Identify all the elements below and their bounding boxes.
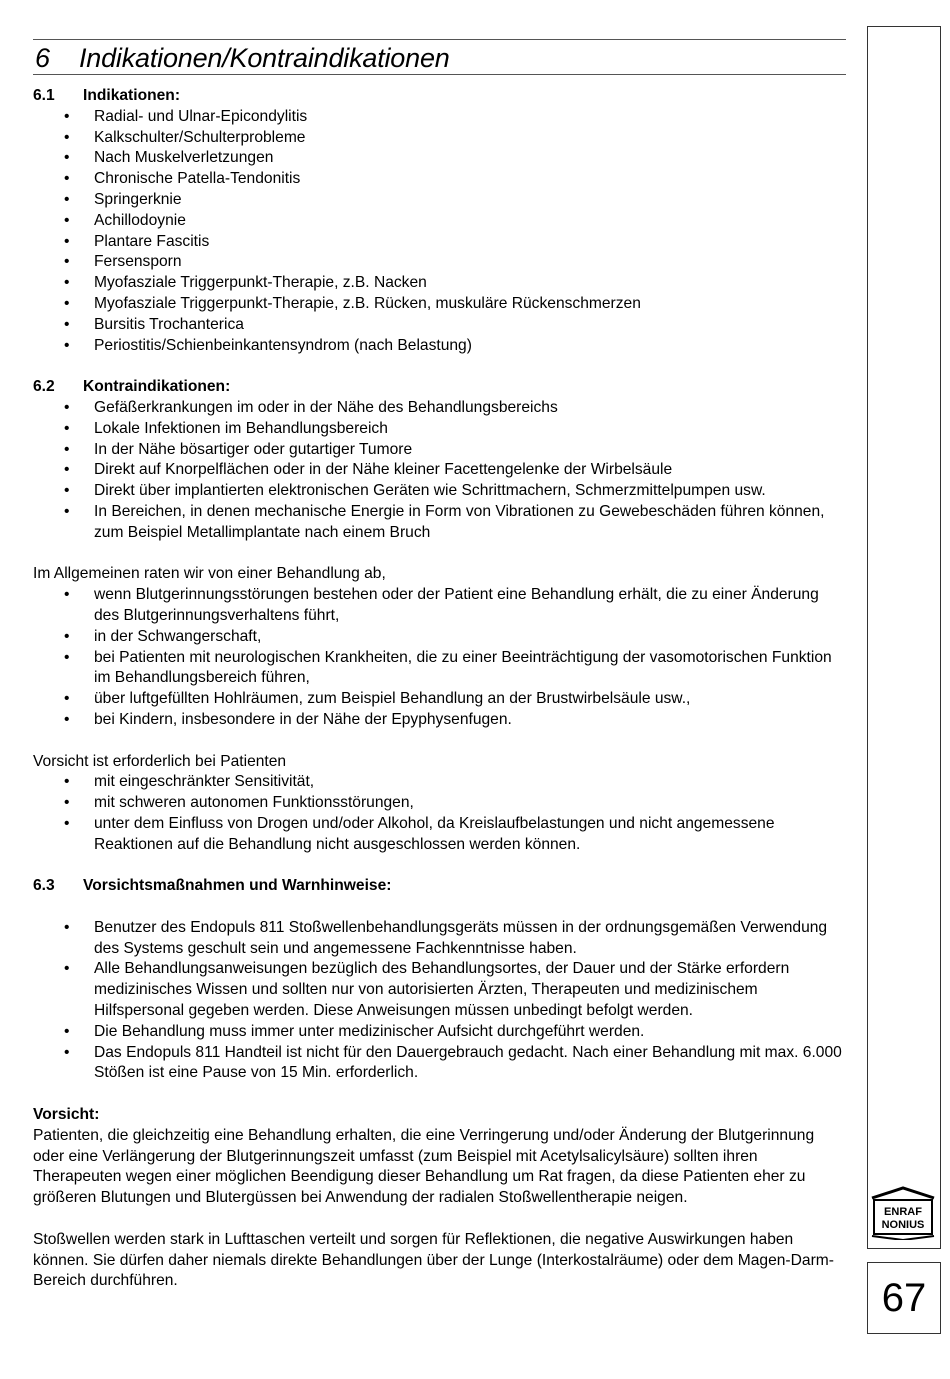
list-item: • Bursitis Trochanterica [33, 315, 848, 336]
list-item: • Direkt über implantierten elektronischen Geräten wie Schrittmachern, Schmerzmittelpumpen usw. [33, 481, 848, 502]
warning-text: Patienten, die gleichzeitig eine Behandlung erhalten, die eine Verringerung und/oder Änderung der Blutgerinnung oder eine Verlängerung der Blutgerinnungszeit umfasst (zum Beispiel mit Acetylsalicylsäure) sollten ihren Therapeuten wegen einer möglichen Beendigung dieser Behandlung um Rat fragen, da diese Patienten eher zu größeren Blutungen und Blutergüssen bei Anwendung der radialen Stoßwellentherapie neigen. [33, 1126, 815, 1207]
list-item: • wenn Blutgerinnungsstörungen bestehen oder der Patient eine Behandlung erhält, die zu einer Änderung des Blutgerinnungsverhaltens führt, [33, 585, 848, 627]
list-item: • Benutzer des Endopuls 811 Stoßwellenbehandlungsgeräts müssen in der ordnungsgemäßen Verwendung des Systems geschult sein und angemessene Fachkenntnisse haben. [33, 918, 848, 960]
list-item: • unter dem Einfluss von Drogen und/oder Alkohol, da Kreislaufbelastungen und nicht angemessene Reaktionen auf die Behandlung nicht ausgeschlossen werden können. [33, 814, 848, 856]
list-item: • Das Endopuls 811 Handteil ist nicht für den Dauergebrauch gedacht. Nach einer Behandlung mit max. 6.000 Stößen ist eine Pause von 15 Min. erforderlich. [33, 1043, 848, 1085]
chapter-title [35, 42, 450, 74]
list-item: • Direkt auf Knorpelflächen oder in der Nähe kleiner Facettengelenke der Wirbelsäule [33, 460, 848, 481]
list-item: • Plantare Fascitis [33, 232, 848, 253]
list-item: • Chronische Patella-Tendonitis [33, 169, 848, 190]
list-item: • bei Kindern, insbesondere in der Nähe der Epyphysenfugen. [33, 710, 848, 731]
general-list [33, 585, 848, 731]
logo-line2: NONIUS [881, 1219, 925, 1231]
list-item: • Fersensporn [33, 252, 848, 273]
sidebar-frame [867, 26, 941, 1249]
list-item: • über luftgefüllten Hohlräumen, zum Beispiel Behandlung an der Brustwirbelsäule usw., [33, 689, 848, 710]
chapter-number: 6 [35, 43, 50, 73]
section-heading-indikationen: 6.1 Indikationen: [33, 87, 181, 104]
list-item: • In der Nähe bösartiger oder gutartiger Tumore [33, 440, 848, 461]
page-number: 67 [881, 1275, 927, 1320]
list-item: • Myofasziale Triggerpunkt-Therapie, z.B. Rücken, muskuläre Rückenschmerzen [33, 294, 848, 315]
page-content [33, 86, 848, 1292]
logo-line1: ENRAF [884, 1206, 922, 1218]
list-item: • in der Schwangerschaft, [33, 627, 848, 648]
kontraindikationen-list [33, 398, 848, 544]
list-item: • Kalkschulter/Schulterprobleme [33, 128, 848, 149]
list-item: • In Bereichen, in denen mechanische Energie in Form von Vibrationen zu Gewebeschäden führen können, zum Beispiel Metallimplantate nach einem Bruch [33, 502, 848, 544]
section-heading-vorsichtsmassnahmen: 6.3 Vorsichtsmaßnahmen und Warnhinweise: [33, 877, 392, 895]
title-underline [33, 74, 846, 75]
warning-title: Vorsicht: [33, 1106, 100, 1124]
list-item: • Achillodoynie [33, 211, 848, 232]
list-item: • bei Patienten mit neurologischen Krankheiten, die zu einer Beeinträchtigung der vasomotorischen Funktion im Behandlungsbereich führen, [33, 648, 848, 690]
list-item: • Die Behandlung muss immer unter medizinischer Aufsicht durchgeführt werden. [33, 1022, 848, 1043]
list-item: • mit eingeschränkter Sensitivität, [33, 772, 848, 793]
indikationen-list [33, 107, 848, 357]
list-item: • Lokale Infektionen im Behandlungsbereich [33, 419, 848, 440]
final-text: Stoßwellen werden stark in Lufttaschen verteilt und sorgen für Reflektionen, die negative Auswirkungen haben können. Sie dürfen daher niemals direkte Behandlungen über der Lunge (Interkostalräume) oder dem Magen-Darm-Bereich durchführen. [33, 1230, 834, 1290]
list-item: • Springerknie [33, 190, 848, 211]
enraf-nonius-logo [868, 1186, 938, 1240]
list-item: • Nach Muskelverletzungen [33, 148, 848, 169]
list-item: • Alle Behandlungsanweisungen bezüglich des Behandlungsortes, der Dauer und der Stärke erfordern medizinisches Wissen und sollten nur von autorisierten Ärzten, Therapeuten und medizinischem Hilfspersonal gegeben werden. Diese Anweisungen müssen unbedingt befolgt werden. [33, 959, 848, 1021]
caution-intro: Vorsicht ist erforderlich bei Patienten [33, 752, 287, 770]
list-item: • Periostitis/Schienbeinkantensyndrom (nach Belastung) [33, 336, 848, 357]
chapter-title-text: Indikationen/Kontraindikationen [79, 43, 450, 73]
section-heading-kontraindikationen: 6.2 Kontraindikationen: [33, 378, 231, 396]
warnhinweise-list [33, 918, 848, 1084]
list-item: • Gefäßerkrankungen im oder in der Nähe des Behandlungsbereichs [33, 398, 848, 419]
list-item: • mit schweren autonomen Funktionsstörungen, [33, 793, 848, 814]
top-rule [33, 39, 846, 40]
list-item: • Myofasziale Triggerpunkt-Therapie, z.B. Nacken [33, 273, 848, 294]
page-number-box [867, 1262, 941, 1334]
list-item: • Radial- und Ulnar-Epicondylitis [33, 107, 848, 128]
general-intro: Im Allgemeinen raten wir von einer Behandlung ab, [33, 565, 386, 583]
caution-list [33, 772, 848, 855]
